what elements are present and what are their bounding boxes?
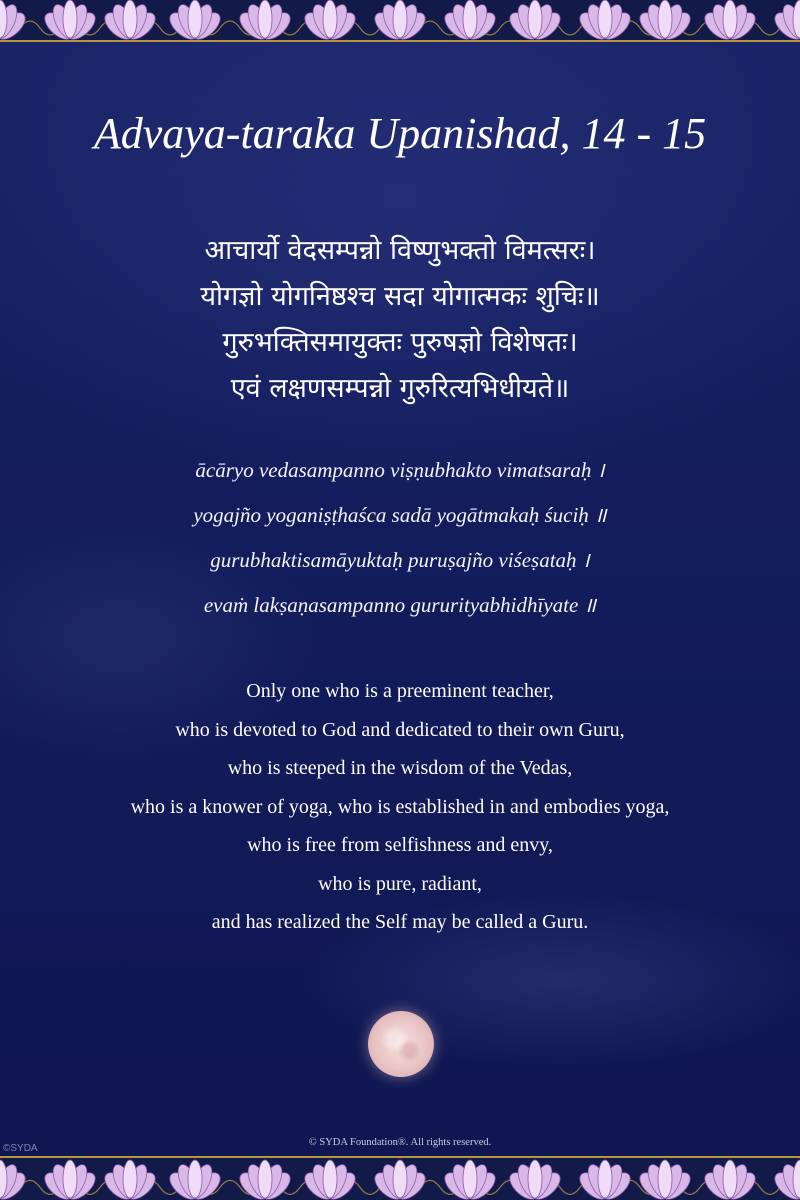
watermark: ©SYDA: [3, 1143, 38, 1154]
lotus-icon: [300, 1160, 360, 1200]
lotus-icon: [505, 1160, 565, 1200]
lotus-icon: [770, 1160, 800, 1200]
lotus-icon: [235, 1160, 295, 1200]
page-title: Advaya-taraka Upanishad, 14 - 15: [93, 109, 707, 158]
moon-icon: [368, 1011, 434, 1077]
sanskrit-line: एवं लक्षणसम्पन्नो गुरुरित्यभिधीयते॥: [230, 373, 570, 404]
lotus-icon: [0, 1160, 30, 1200]
translation-line: who is free from selfishness and envy,: [247, 834, 553, 856]
transliteration-verse: [0, 448, 800, 628]
transliteration-line: yogajño yoganiṣṭhaśca sadā yogātmakaḥ śuciḥ ॥: [193, 503, 607, 527]
lotus-icon: [100, 1160, 160, 1200]
lotus-icon: [165, 1160, 225, 1200]
translation-line: who is steeped in the wisdom of the Vedas,: [227, 757, 573, 779]
lotus-icon: [635, 1160, 695, 1200]
lotus-icon: [0, 0, 30, 40]
sanskrit-line: गुरुभक्तिसमायुक्तः पुरुषज्ञो विशेषतः।: [222, 327, 578, 358]
bottom-lotus-border: [0, 1156, 800, 1200]
translation-line: and has realized the Self may be called a Guru.: [211, 911, 589, 933]
copyright-notice: © SYDA Foundation®. All rights reserved.: [308, 1137, 492, 1148]
lotus-icon: [575, 1160, 635, 1200]
translation-line: who is devoted to God and dedicated to their own Guru,: [175, 718, 625, 741]
transliteration-line: evaṁ lakṣaṇasampanno gururityabhidhīyate ॥: [203, 593, 597, 617]
english-translation: [0, 672, 800, 942]
lotus-icon: [40, 0, 100, 40]
lotus-icon: [440, 0, 500, 40]
top-lotus-border: [0, 0, 800, 42]
lotus-border-art: [0, 0, 800, 40]
lotus-icon: [370, 1160, 430, 1200]
transliteration-line: ācāryo vedasampanno viṣṇubhakto vimatsaraḥ ।: [195, 458, 605, 482]
lotus-icon: [575, 0, 635, 40]
sanskrit-verse: [0, 228, 800, 412]
lotus-icon: [300, 0, 360, 40]
translation-line: who is a knower of yoga, who is established in and embodies yoga,: [130, 795, 670, 818]
sanskrit-line: आचार्यो वेदसम्पन्नो विष्णुभक्तो विमत्सरः।: [204, 235, 596, 266]
translation-line: who is pure, radiant,: [318, 872, 482, 895]
lotus-icon: [700, 1160, 760, 1200]
lotus-icon: [505, 0, 565, 40]
transliteration-line: gurubhaktisamāyuktaḥ puruṣajño viśeṣataḥ ।: [210, 548, 590, 572]
lotus-icon: [700, 0, 760, 40]
lotus-icon: [370, 0, 430, 40]
lotus-border-art: [0, 1158, 800, 1200]
lotus-icon: [100, 0, 160, 40]
translation-line: Only one who is a preeminent teacher,: [246, 680, 554, 702]
sanskrit-line: योगज्ञो योगनिष्ठश्च सदा योगात्मकः शुचिः॥: [200, 281, 600, 312]
